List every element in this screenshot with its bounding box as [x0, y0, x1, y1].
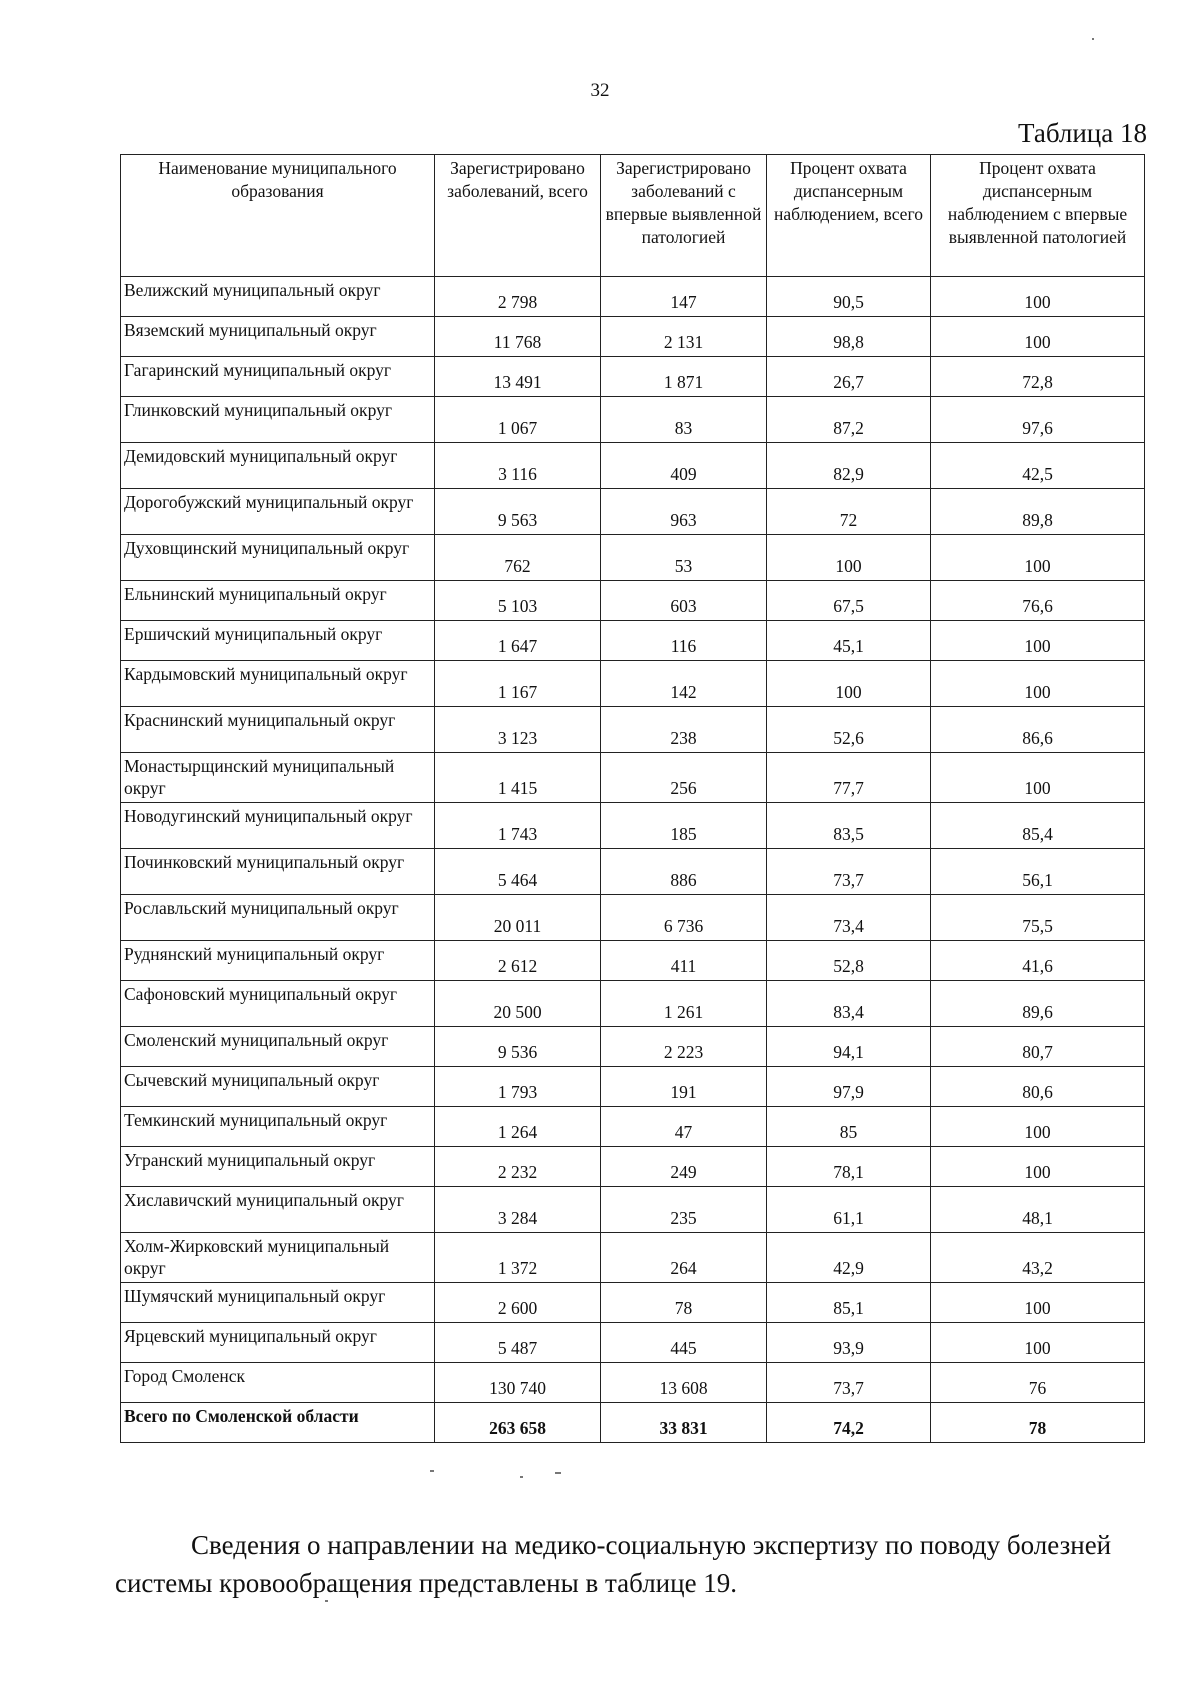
- cell-registered-new: 2 223: [601, 1027, 767, 1067]
- cell-municipality: Монастырщинский муниципальный округ: [121, 753, 435, 803]
- table-row: [121, 941, 1145, 981]
- cell-coverage-total: 73,4: [767, 895, 931, 941]
- cell-coverage-total: 42,9: [767, 1233, 931, 1283]
- cell-municipality: Сычевский муниципальный округ: [121, 1067, 435, 1107]
- cell-registered-new: 142: [601, 661, 767, 707]
- cell-municipality: Краснинский муниципальный округ: [121, 707, 435, 753]
- cell-coverage-total: 26,7: [767, 357, 931, 397]
- cell-municipality: Угранский муниципальный округ: [121, 1147, 435, 1187]
- cell-coverage-total: 97,9: [767, 1067, 931, 1107]
- cell-municipality: Холм-Жирковский муниципальный округ: [121, 1233, 435, 1283]
- cell-coverage-new: 100: [931, 535, 1145, 581]
- cell-municipality: Город Смоленск: [121, 1363, 435, 1403]
- cell-municipality: Темкинский муниципальный округ: [121, 1107, 435, 1147]
- cell-municipality: Демидовский муниципальный округ: [121, 443, 435, 489]
- table-caption: Таблица 18: [1018, 118, 1147, 148]
- table-row: [121, 895, 1145, 941]
- cell-municipality: Духовщинский муниципальный округ: [121, 535, 435, 581]
- cell-registered-total: 3 284: [435, 1187, 601, 1233]
- table-row: [121, 1323, 1145, 1363]
- cell-registered-new: 1 261: [601, 981, 767, 1027]
- cell-coverage-total: 90,5: [767, 277, 931, 317]
- cell-municipality: Хиславичский муниципальный округ: [121, 1187, 435, 1233]
- cell-registered-new: 238: [601, 707, 767, 753]
- cell-coverage-new: 100: [931, 1283, 1145, 1323]
- page-number: 32: [590, 80, 610, 101]
- cell-coverage-total: 85: [767, 1107, 931, 1147]
- table-row: [121, 357, 1145, 397]
- cell-registered-total: 2 232: [435, 1147, 601, 1187]
- cell-registered-new: 411: [601, 941, 767, 981]
- cell-coverage-total: 94,1: [767, 1027, 931, 1067]
- header-registered-new: Зарегистрировано заболеваний с впервые выявленной патологией: [601, 155, 767, 277]
- cell-coverage-total: 100: [767, 535, 931, 581]
- cell-registered-new: 53: [601, 535, 767, 581]
- table-row: [121, 1363, 1145, 1403]
- cell-registered-new: 185: [601, 803, 767, 849]
- cell-municipality: Рославльский муниципальный округ: [121, 895, 435, 941]
- cell-registered-total: 1 415: [435, 753, 601, 803]
- cell-registered-new: 6 736: [601, 895, 767, 941]
- table-row: [121, 1107, 1145, 1147]
- cell-registered-total: 1 793: [435, 1067, 601, 1107]
- table-row: [121, 1067, 1145, 1107]
- cell-coverage-new: 80,7: [931, 1027, 1145, 1067]
- cell-coverage-new: 100: [931, 1107, 1145, 1147]
- table-row: [121, 849, 1145, 895]
- cell-registered-total: 3 123: [435, 707, 601, 753]
- cell-registered-new: 47: [601, 1107, 767, 1147]
- cell-municipality: Ельнинский муниципальный округ: [121, 581, 435, 621]
- cell-registered-total: 762: [435, 535, 601, 581]
- cell-coverage-total: 85,1: [767, 1283, 931, 1323]
- cell-coverage-new: 56,1: [931, 849, 1145, 895]
- cell-municipality: Глинковский муниципальный округ: [121, 397, 435, 443]
- cell-coverage-new: 89,6: [931, 981, 1145, 1027]
- cell-coverage-new: 41,6: [931, 941, 1145, 981]
- cell-coverage-new: 100: [931, 661, 1145, 707]
- cell-coverage-new: 42,5: [931, 443, 1145, 489]
- cell-registered-new: 147: [601, 277, 767, 317]
- table-row: [121, 1283, 1145, 1323]
- table-row: [121, 535, 1145, 581]
- table-row: [121, 317, 1145, 357]
- table-row: [121, 277, 1145, 317]
- cell-coverage-new: 100: [931, 317, 1145, 357]
- cell-coverage-new: 97,6: [931, 397, 1145, 443]
- cell-coverage-new: 76: [931, 1363, 1145, 1403]
- cell-registered-total: 2 798: [435, 277, 601, 317]
- cell-coverage-total: 83,4: [767, 981, 931, 1027]
- cell-registered-new: 1 871: [601, 357, 767, 397]
- table-row: [121, 397, 1145, 443]
- cell-registered-total: 20 011: [435, 895, 601, 941]
- table-row: [121, 1187, 1145, 1233]
- cell-coverage-total: 73,7: [767, 849, 931, 895]
- cell-registered-total: 2 612: [435, 941, 601, 981]
- cell-coverage-new: 78: [931, 1403, 1145, 1443]
- table-row: [121, 1147, 1145, 1187]
- table-row: [121, 1027, 1145, 1067]
- body-paragraph: Сведения о направлении на медико-социальную экспертизу по поводу болезней системы кровообращения представлены в таблице 19.: [115, 1530, 1112, 1598]
- cell-coverage-new: 100: [931, 753, 1145, 803]
- header-registered-total: Зарегистрировано заболеваний, всего: [435, 155, 601, 277]
- cell-registered-total: 3 116: [435, 443, 601, 489]
- cell-registered-new: 409: [601, 443, 767, 489]
- cell-coverage-new: 75,5: [931, 895, 1145, 941]
- cell-coverage-total: 77,7: [767, 753, 931, 803]
- cell-registered-total: 5 464: [435, 849, 601, 895]
- cell-registered-new: 83: [601, 397, 767, 443]
- cell-coverage-total: 72: [767, 489, 931, 535]
- table-row: [121, 581, 1145, 621]
- cell-registered-new: 249: [601, 1147, 767, 1187]
- cell-registered-total: 1 264: [435, 1107, 601, 1147]
- cell-municipality: Починковский муниципальный округ: [121, 849, 435, 895]
- cell-municipality: Гагаринский муниципальный округ: [121, 357, 435, 397]
- cell-coverage-new: 100: [931, 1147, 1145, 1187]
- cell-registered-new: 2 131: [601, 317, 767, 357]
- cell-municipality: Смоленский муниципальный округ: [121, 1027, 435, 1067]
- data-table: [120, 154, 1145, 1443]
- cell-coverage-new: 100: [931, 621, 1145, 661]
- cell-registered-new: 235: [601, 1187, 767, 1233]
- table-row: [121, 1233, 1145, 1283]
- table-header-row: [121, 155, 1145, 277]
- cell-registered-total: 11 768: [435, 317, 601, 357]
- cell-coverage-total: 45,1: [767, 621, 931, 661]
- cell-municipality: Кардымовский муниципальный округ: [121, 661, 435, 707]
- cell-coverage-new: 48,1: [931, 1187, 1145, 1233]
- cell-registered-total: 1 647: [435, 621, 601, 661]
- cell-coverage-new: 76,6: [931, 581, 1145, 621]
- cell-registered-total: 9 563: [435, 489, 601, 535]
- cell-registered-new: 603: [601, 581, 767, 621]
- cell-registered-total: 263 658: [435, 1403, 601, 1443]
- cell-registered-total: 130 740: [435, 1363, 601, 1403]
- cell-coverage-total: 73,7: [767, 1363, 931, 1403]
- cell-coverage-total: 98,8: [767, 317, 931, 357]
- header-coverage-new: Процент охвата диспансерным наблюдением с впервые выявленной патологией: [931, 155, 1145, 277]
- cell-registered-total: 5 487: [435, 1323, 601, 1363]
- cell-registered-new: 13 608: [601, 1363, 767, 1403]
- cell-coverage-new: 86,6: [931, 707, 1145, 753]
- cell-registered-new: 33 831: [601, 1403, 767, 1443]
- cell-coverage-new: 72,8: [931, 357, 1145, 397]
- cell-coverage-new: 43,2: [931, 1233, 1145, 1283]
- cell-municipality: Ершичский муниципальный округ: [121, 621, 435, 661]
- header-coverage-total: Процент охвата диспансерным наблюдением, всего: [767, 155, 931, 277]
- cell-registered-new: 191: [601, 1067, 767, 1107]
- table-row: [121, 753, 1145, 803]
- cell-coverage-total: 100: [767, 661, 931, 707]
- cell-registered-total: 9 536: [435, 1027, 601, 1067]
- cell-coverage-total: 93,9: [767, 1323, 931, 1363]
- cell-registered-new: 445: [601, 1323, 767, 1363]
- cell-registered-total: 1 167: [435, 661, 601, 707]
- cell-registered-new: 78: [601, 1283, 767, 1323]
- cell-registered-new: 264: [601, 1233, 767, 1283]
- table-row: [121, 489, 1145, 535]
- cell-registered-total: 5 103: [435, 581, 601, 621]
- cell-coverage-total: 78,1: [767, 1147, 931, 1187]
- cell-coverage-new: 89,8: [931, 489, 1145, 535]
- table-row: [121, 803, 1145, 849]
- cell-registered-total: 1 067: [435, 397, 601, 443]
- cell-coverage-new: 80,6: [931, 1067, 1145, 1107]
- cell-municipality: Шумячский муниципальный округ: [121, 1283, 435, 1323]
- cell-coverage-total: 82,9: [767, 443, 931, 489]
- cell-coverage-total: 87,2: [767, 397, 931, 443]
- cell-registered-total: 1 743: [435, 803, 601, 849]
- cell-registered-new: 886: [601, 849, 767, 895]
- cell-municipality: Новодугинский муниципальный округ: [121, 803, 435, 849]
- table-body: [121, 277, 1145, 1443]
- cell-coverage-new: 100: [931, 277, 1145, 317]
- cell-coverage-total: 74,2: [767, 1403, 931, 1443]
- cell-coverage-total: 83,5: [767, 803, 931, 849]
- cell-coverage-total: 67,5: [767, 581, 931, 621]
- cell-municipality: Велижский муниципальный округ: [121, 277, 435, 317]
- table-row: [121, 707, 1145, 753]
- cell-registered-total: 13 491: [435, 357, 601, 397]
- cell-registered-new: 963: [601, 489, 767, 535]
- cell-municipality: Вяземский муниципальный округ: [121, 317, 435, 357]
- cell-registered-new: 116: [601, 621, 767, 661]
- cell-municipality: Всего по Смоленской области: [121, 1403, 435, 1443]
- cell-registered-new: 256: [601, 753, 767, 803]
- header-municipality: Наименование муниципального образования: [121, 155, 435, 277]
- table-total-row: [121, 1403, 1145, 1443]
- cell-registered-total: 2 600: [435, 1283, 601, 1323]
- cell-coverage-new: 100: [931, 1323, 1145, 1363]
- cell-coverage-total: 52,8: [767, 941, 931, 981]
- cell-registered-total: 1 372: [435, 1233, 601, 1283]
- table-row: [121, 621, 1145, 661]
- cell-municipality: Сафоновский муниципальный округ: [121, 981, 435, 1027]
- table-row: [121, 661, 1145, 707]
- table-row: [121, 443, 1145, 489]
- cell-coverage-total: 61,1: [767, 1187, 931, 1233]
- table-row: [121, 981, 1145, 1027]
- cell-municipality: Дорогобужский муниципальный округ: [121, 489, 435, 535]
- cell-coverage-new: 85,4: [931, 803, 1145, 849]
- cell-municipality: Руднянский муниципальный округ: [121, 941, 435, 981]
- cell-coverage-total: 52,6: [767, 707, 931, 753]
- cell-registered-total: 20 500: [435, 981, 601, 1027]
- cell-municipality: Ярцевский муниципальный округ: [121, 1323, 435, 1363]
